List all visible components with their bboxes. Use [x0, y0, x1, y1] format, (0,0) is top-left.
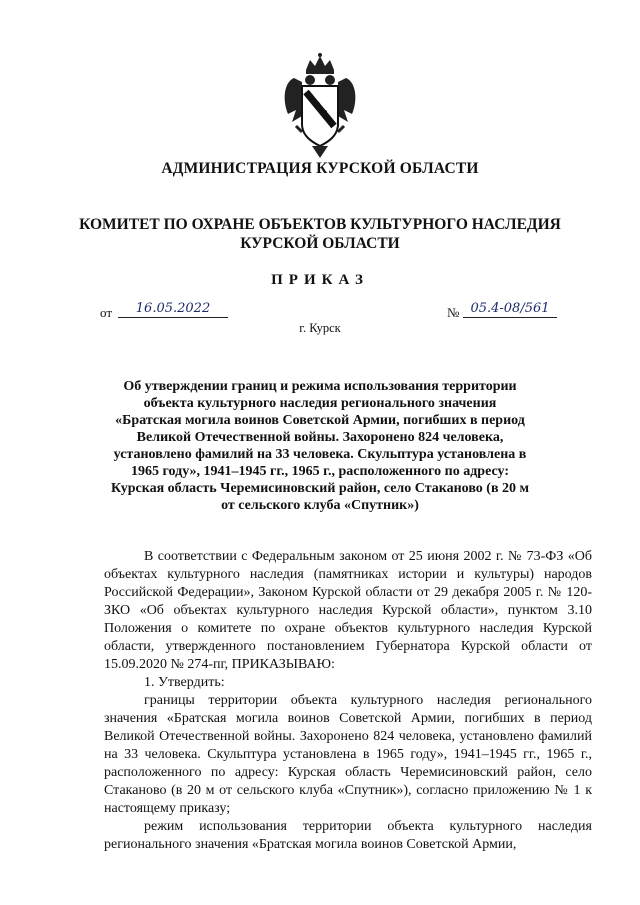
administration-heading: АДМИНИСТРАЦИЯ КУРСКОЙ ОБЛАСТИ	[161, 160, 479, 177]
boundaries-paragraph: границы территории объекта культурного наследия регионального значения «Братская могила воинов Советской Армии, погибших в период Великой Отечественной войны. Захоронено 824 человека, установлено фамилий на 33 человека. Скульптура установлена в 1965 году», 1941–1945 гг., 1965 г., расположенного по адресу: Курская область Черемисиновский район, село Стаканово (в 20 м от сельского клуба «Спутник»), согласно приложению № 1 к настоящему приказу;	[104, 693, 592, 816]
order-title: Об утверждении границ и режима использования территории объекта культурного наследия регионального значения «Братская могила воинов Советской Армии, погибших в период Великой Отечественной войны. Захоронено 824 человека, установлено фамилий на 33 человека. Скульптура установлена в 1965 году», 1941–1945 гг., 1965 г., расположенного по адресу: Курская область Черемисиновский район, село Стаканово (в 20 м от сельского клуба «Спутник»)	[110, 379, 530, 513]
coat-of-arms-icon	[280, 52, 360, 160]
preamble-paragraph: В соответствии с Федеральным законом от 25 июня 2002 г. № 73-ФЗ «Об объектах культурного наследия (памятниках истории и культуры) народов Российской Федерации», Законом Курской области от 29 декабря 2005 г. № 120-ЗКО «Об объектах культурного наследия Курской области», пунктом 3.10 Положения о комитете по охране объектов культурного наследия Курской области, утвержденного постановлением Губернатора Курской области от 15.09.2020 № 274-пг, ПРИКАЗЫВАЮ:	[104, 549, 592, 672]
order-number: 05.4-08/561	[463, 301, 557, 318]
committee-heading: КОМИТЕТ ПО ОХРАНЕ ОБЪЕКТОВ КУЛЬТУРНОГО НАСЛЕДИЯ КУРСКОЙ ОБЛАСТИ	[79, 216, 561, 252]
city-label: г. Курск	[299, 321, 341, 335]
document-type-heading: ПРИКАЗ	[271, 272, 369, 288]
order-body	[104, 548, 592, 854]
item-1-heading: 1. Утвердить:	[144, 675, 225, 690]
usage-regime-paragraph: режим использования территории объекта культурного наследия регионального значения «Братская могила воинов Советской Армии,	[104, 819, 592, 852]
number-prefix: №	[447, 305, 460, 320]
order-date: 16.05.2022	[118, 301, 228, 318]
date-prefix: от	[100, 305, 113, 320]
